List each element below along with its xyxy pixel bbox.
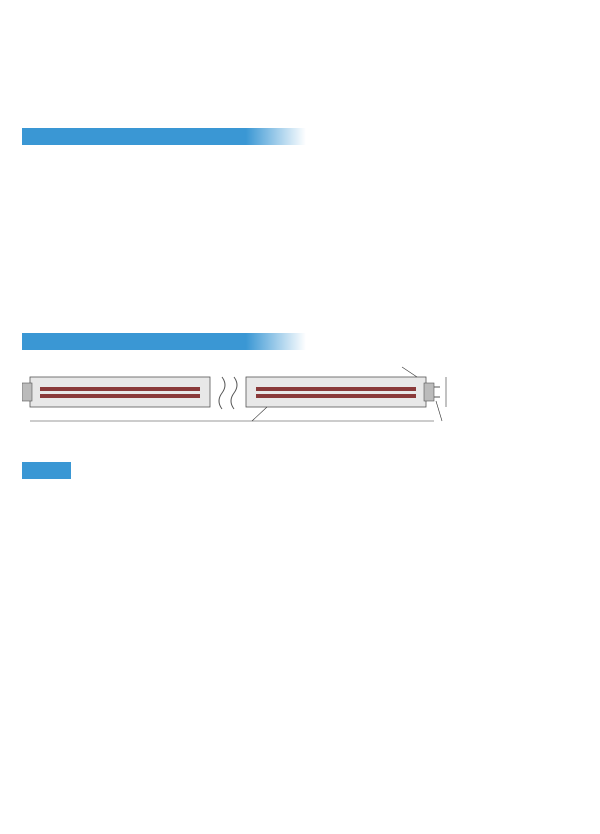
features-title [22, 462, 71, 479]
tube-left [22, 377, 210, 407]
section-title-material [22, 333, 246, 350]
dimension-diagram [22, 355, 462, 445]
section-title-specs [22, 128, 246, 145]
tube-right [246, 377, 440, 407]
